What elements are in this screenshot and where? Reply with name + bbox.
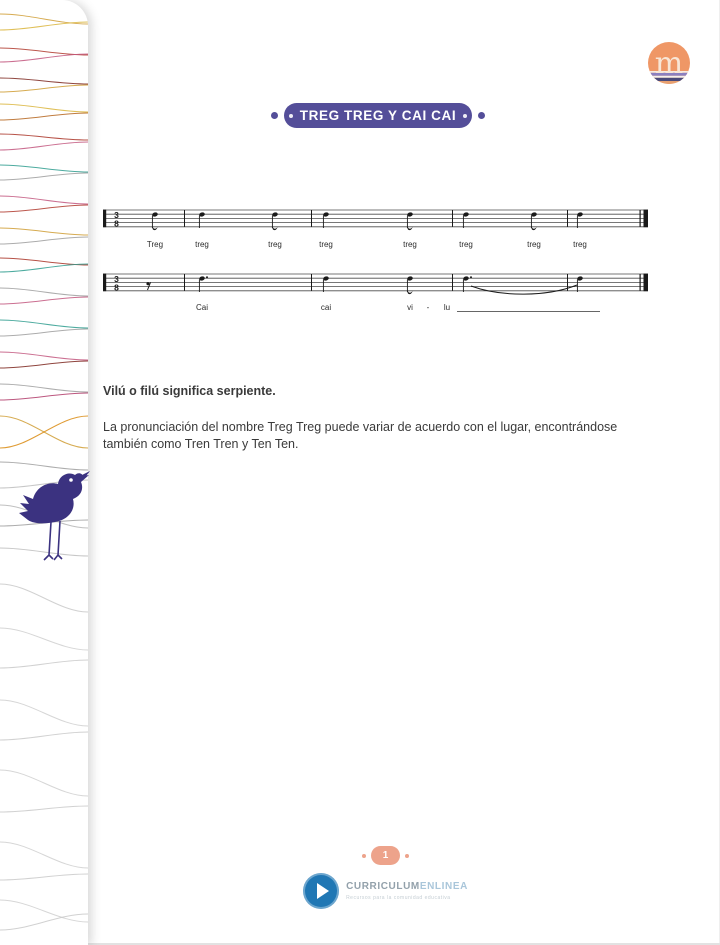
lyric-syllable: treg [403,240,417,249]
thread-line [0,393,88,400]
barline [452,210,453,227]
pagenum-right-dot [405,854,409,858]
barline [311,274,312,291]
thread-line [0,54,88,62]
final-thin-barline [640,210,641,227]
thread-line [0,584,88,612]
bird-body [19,473,89,523]
lyric-syllable: treg [319,240,333,249]
thread-line [0,361,88,368]
start-barline [103,210,106,228]
pagenum-left-dot [362,854,366,858]
thread-line [0,842,88,868]
final-thin-barline [640,274,641,291]
body-text [103,383,638,453]
logo-word-part2: ENLINEA [419,881,468,893]
thread-line [0,329,88,336]
time-signature-bottom: 8 [114,218,119,229]
barline [184,274,185,291]
thread-line [0,196,88,204]
thread-line [0,874,88,880]
start-barline [103,274,106,292]
thread-line [0,258,88,265]
page-number-badge: 1 [371,846,401,865]
thread-line [0,320,88,328]
page-title: TREG TREG Y CAI CAI [284,103,472,128]
barline [184,210,185,227]
augmentation-dot [206,276,208,278]
lyric-syllable: Treg [146,240,164,249]
badge-right-dot [478,112,485,119]
thread-line [0,173,88,180]
play-triangle-icon [317,883,329,899]
time-signature-top: 3 [114,209,119,220]
lyric-syllable: vi [407,303,413,312]
logo-wordmark [346,881,468,894]
page-number-row [103,846,668,865]
thread-line [0,914,88,930]
augmentation-dot [470,276,472,278]
thread-line [0,628,88,650]
bird-illustration [10,465,92,565]
barline [567,210,568,227]
lyric-syllable: - [426,303,430,312]
music-notation [95,198,660,330]
pronunciation-paragraph: La pronunciación del nombre Treg Treg puede variar de acuerdo con el lugar, encontrándose también como Tren Tren y Ten Ten. [103,420,618,451]
thread-line [0,228,88,235]
thread-line [0,48,88,55]
thread-line [0,384,88,392]
barline [311,210,312,227]
time-signature-bottom: 8 [114,282,119,293]
bird-eye [69,478,73,482]
lyric-syllable: treg [459,240,473,249]
m-circle-logo [648,42,690,84]
thread-line [0,264,88,272]
badge-left-dot [271,112,278,119]
thread-line [0,416,88,448]
thread-line [0,134,88,140]
thread-line [0,900,88,922]
lyric-syllable: cai [320,303,332,312]
lyric-syllable: Cai [195,303,209,312]
thread-line [0,806,88,812]
logo-tagline: Recursos para la comunidad educativa [346,894,451,901]
thread-line [0,288,88,296]
logo-text-block [346,881,468,901]
thread-line [0,237,88,244]
thread-line [0,205,88,212]
thread-line [0,732,88,740]
thread-line [0,104,88,112]
play-circle-icon [303,873,339,909]
lyric-syllable: treg [573,240,587,249]
lyric-syllable: treg [195,240,209,249]
logo-word-part1: CURRICULUM [346,881,420,893]
barline [452,274,453,291]
eighth-rest-dot [146,282,149,285]
thread-line [0,700,88,726]
time-signature-top: 3 [114,273,119,284]
lyric-syllable: treg [527,240,541,249]
bird-legs [44,521,62,560]
title-badge-row [103,103,653,128]
final-thick-barline [644,210,649,228]
thread-line [0,78,88,84]
final-thick-barline [644,274,649,292]
lyric-syllable: treg [268,240,282,249]
meaning-note: Vilú o filú significa serpiente. [103,384,276,398]
logo-letter-m: m [654,46,684,81]
thread-line [0,660,88,668]
lyric-syllable: lu [443,303,451,312]
thread-line [0,352,88,360]
thread-line [0,165,88,172]
thread-line [0,113,88,120]
thread-line [0,142,88,150]
footer [103,846,668,909]
thread-line [0,297,88,304]
thread-line [0,770,88,796]
thread-line [0,85,88,92]
curriculum-logo [103,873,668,909]
